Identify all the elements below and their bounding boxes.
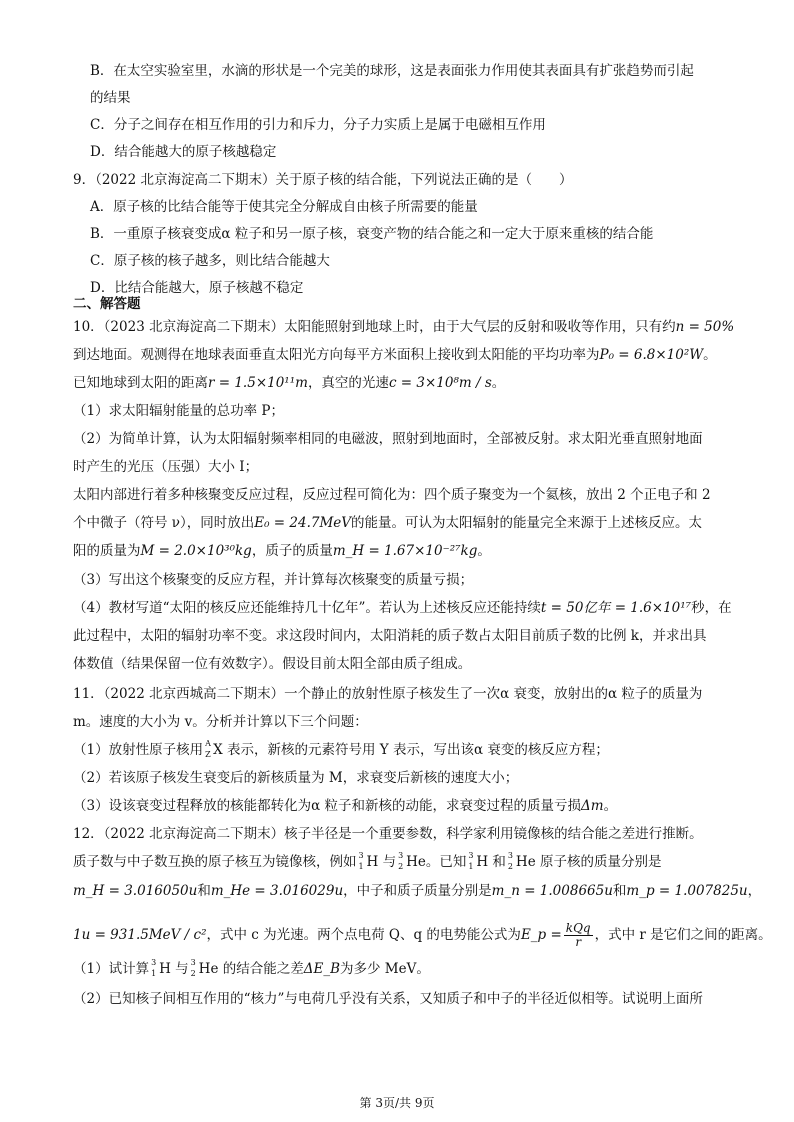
q12-line-3: m_H = 3.016050u和m_He = 3.016029u，中子和质子质量分别是m_n = 1.008665u和m_p = 1.007825u， bbox=[73, 883, 762, 899]
q11-part-1: （1）放射性原子核用 A Z X 表示，新核的元素符号用 Y 表示，写出该α 衰变的核反应方程； bbox=[73, 738, 609, 759]
q10-line-1: 10．（2023 北京海淀高二下期末）太阳能照射到地球上时，由于大气层的反射和吸收等作用，只有约n = 50% bbox=[73, 319, 735, 335]
q8-option-b-cont: 的结果 bbox=[90, 90, 131, 106]
q10-line-3: 已知地球到太阳的距离r = 1.5×10¹¹m，真空的光速c = 3×10⁸m / s。 bbox=[73, 375, 506, 391]
q9-option-a: A．原子核的比结合能等于使其完全分解成自由核子所需要的能量 bbox=[90, 199, 478, 215]
q10-part-4: （4）教材写道“太阳的核反应还能维持几十亿年”。若认为上述核反应还能持续t = 50亿年 = 1.6×10¹⁷秒，在 bbox=[73, 600, 732, 616]
q12-line-2: 质子数与中子数互换的原子核互为镜像核，例如 3 1 H 与 3 2 He。已知 3 1 H 和 3 2 He 原子核的质量分别是 bbox=[73, 850, 662, 871]
q11-stem-cont: m。速度的大小为 v。分析并计算以下三个问题： bbox=[73, 714, 368, 730]
q10-part-1: （1）求太阳辐射能量的总功率 P； bbox=[73, 403, 284, 419]
section-heading: 二、解答题 bbox=[73, 296, 141, 312]
q9-option-d: D．比结合能越大，原子核越不稳定 bbox=[90, 280, 304, 296]
q9-option-b: B．一重原子核衰变成α 粒子和另一原子核，衰变产物的结合能之和一定大于原来重核的结合能 bbox=[90, 226, 654, 242]
q11-part-3: （3）设该衰变过程释放的核能都转化为α 粒子和新核的动能，求衰变过程的质量亏损Δm。 bbox=[73, 798, 618, 814]
q12-stem: 12．（2022 北京海淀高二下期末）核子半径是一个重要参数，科学家利用镜像核的结合能之差进行推断。 bbox=[73, 826, 703, 842]
q8-option-c: C．分子之间存在相互作用的引力和斥力，分子力实质上是属于电磁相互作用 bbox=[90, 117, 546, 133]
q10-part-2-cont: 时产生的光压（压强）大小 I； bbox=[73, 459, 259, 475]
q10-part-2: （2）为简单计算，认为太阳辐射频率相同的电磁波，照射到地面时，全部被反射。求太阳光垂直照射地面 bbox=[73, 431, 703, 447]
q10-part-4-cont: 此过程中，太阳的辐射功率不变。求这段时间内，太阳消耗的质子数占太阳目前质子数的比例 k，并求出具 bbox=[73, 628, 707, 644]
q11-stem: 11．（2022 北京西城高二下期末）一个静止的放射性原子核发生了一次α 衰变，放射出的α 粒子的质量为 bbox=[73, 686, 703, 702]
page-footer: 第 3页/共 9页 bbox=[359, 1096, 435, 1110]
q10-context-3: 阳的质量为M = 2.0×10³⁰kg，质子的质量m_H = 1.67×10⁻²⁷kg。 bbox=[73, 543, 491, 559]
q10-part-4-cont2: 体数值（结果保留一位有效数字）。假设目前太阳全部由质子组成。 bbox=[73, 656, 472, 672]
q8-option-d: D．结合能越大的原子核越稳定 bbox=[90, 144, 277, 160]
q8-option-b: B．在太空实验室里，水滴的形状是一个完美的球形，这是表面张力作用使其表面具有扩张趋势而引起 bbox=[90, 63, 694, 79]
q10-context-2: 个中微子（符号 ν），同时放出E₀ = 24.7MeV的能量。可认为太阳辐射的能量完全来源于上述核反应。太 bbox=[73, 515, 703, 531]
q9-stem: 9．（2022 北京海淀高二下期末）关于原子核的结合能，下列说法正确的是（ ） bbox=[73, 172, 573, 188]
q10-context-1: 太阳内部进行着多种核聚变反应过程，反应过程可简化为：四个质子聚变为一个氦核，放出 2 个正电子和 2 bbox=[73, 487, 711, 503]
potential-energy-fraction: $\frac{\text{kQq}}{r}$ bbox=[565, 921, 591, 949]
q10-part-3: （3）写出这个核聚变的反应方程，并计算每次核聚变的质量亏损； bbox=[73, 572, 474, 588]
q12-line-4: 1u = 931.5MeV / c²，式中 c 为光速。两个点电荷 Q、q 的电势能公式为E_p = $\frac{\text{kQq}}{r}$ ，式中 r 是它们之间的距离。 bbox=[73, 921, 772, 949]
q11-part-2: （2）若该原子核发生衰变后的新核质量为 M，求衰变后新核的速度大小； bbox=[73, 770, 519, 786]
q10-line-2: 到达地面。观测得在地球表面垂直太阳光方向每平方米面积上接收到太阳能的平均功率为P₀ = 6.8×10²W。 bbox=[73, 347, 717, 363]
q9-option-c: C．原子核的核子越多，则比结合能越大 bbox=[90, 253, 330, 269]
q12-part-1: （1）试计算 3 1 H 与 3 2 He 的结合能之差ΔE_B为多少 MeV。 bbox=[73, 957, 430, 978]
q12-part-2: （2）已知核子间相互作用的“核力”与电荷几乎没有关系，又知质子和中子的半径近似相等。试说明上面所 bbox=[73, 991, 703, 1007]
